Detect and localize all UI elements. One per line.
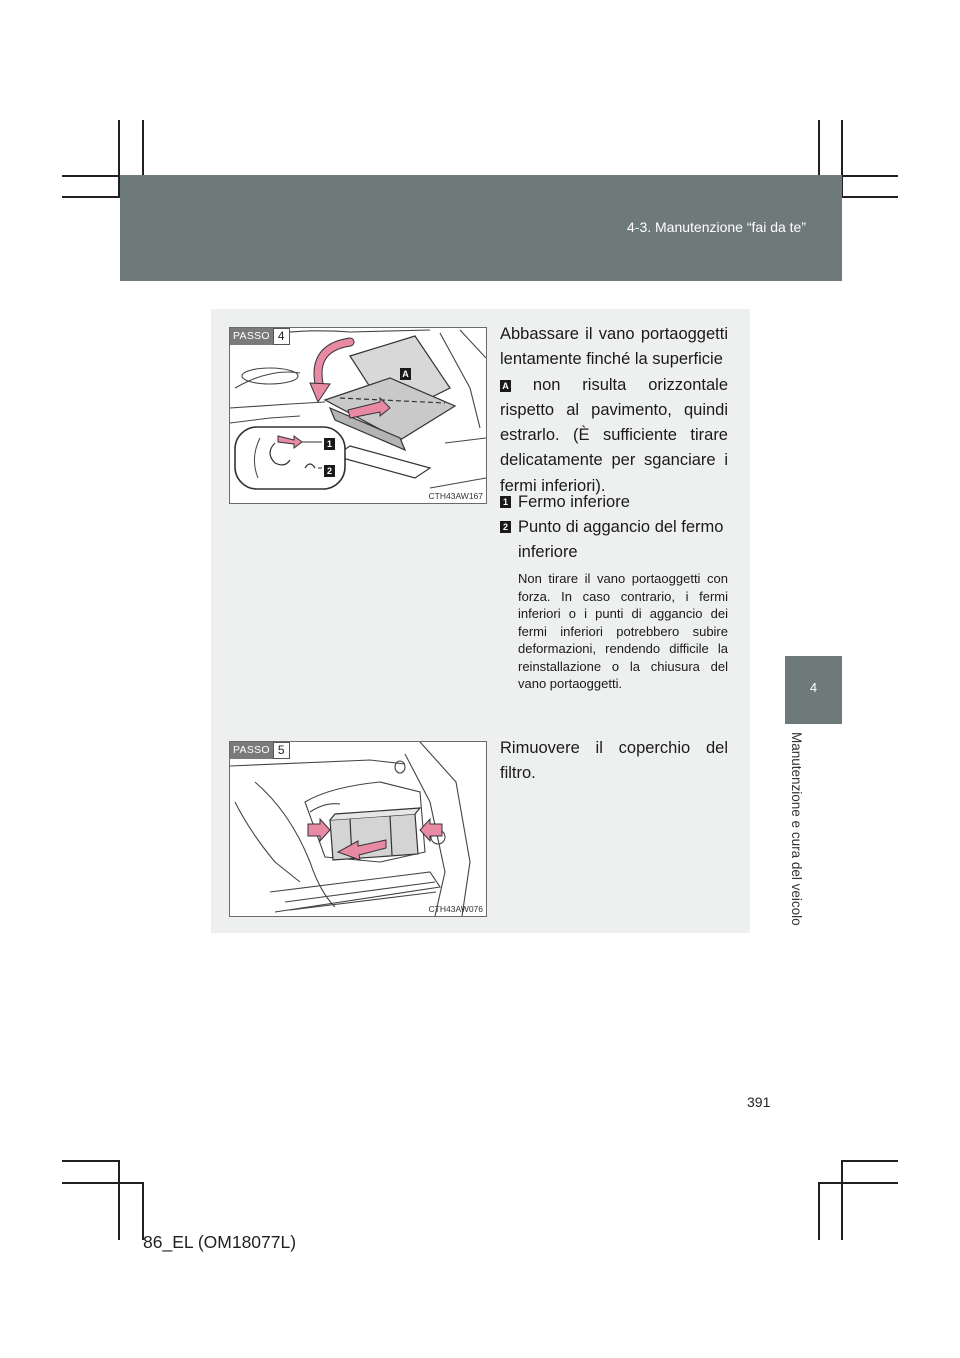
step-label: PASSO bbox=[230, 742, 273, 759]
document-code: 86_EL (OM18077L) bbox=[143, 1232, 297, 1252]
step4-badge bbox=[230, 328, 290, 345]
marker-A: A bbox=[400, 365, 411, 383]
page-header bbox=[120, 175, 842, 281]
marker-2-legend: 2 bbox=[500, 521, 511, 533]
step5-instruction: Rimuovere il coperchio del filtro. bbox=[500, 739, 728, 783]
caution-note: Non tirare il vano portaoggetti con forza. In caso contrario, i fermi inferiori o i punti di aggancio dei fermi inferiori potrebbero subire deformazioni, rendendo difficile la reinstallazione o la chiusura del vano portaoggetti. bbox=[518, 571, 728, 691]
step5-badge bbox=[230, 742, 290, 759]
figure-code: CTH43AW167 bbox=[428, 491, 483, 501]
list-item bbox=[500, 490, 730, 515]
chapter-number: 4 bbox=[809, 680, 818, 695]
section-title: 4-3. Manutenzione “fai da te” bbox=[627, 219, 806, 235]
marker-1: 1 bbox=[324, 435, 335, 453]
chapter-title-vertical bbox=[762, 732, 812, 942]
step5-figure bbox=[229, 741, 487, 917]
step4-instruction: Abbassare il vano portaoggetti lentamente finché la superficie A non risulta orizzontale rispetto al pavimento, quindi estrarlo. (È sufficiente tirare delicatamente per sganciare i fermi inferiori). bbox=[500, 325, 728, 495]
item-text: Punto di aggancio del fermo inferiore bbox=[518, 518, 724, 561]
item-text: Fermo inferiore bbox=[518, 493, 630, 511]
glove-box-illustration bbox=[230, 328, 486, 503]
step-number: 5 bbox=[273, 742, 290, 759]
chapter-tab bbox=[785, 656, 842, 724]
list-item bbox=[500, 515, 730, 565]
chapter-title: Manutenzione e cura del veicolo bbox=[789, 732, 804, 926]
page-number: 391 bbox=[747, 1094, 771, 1110]
step-number: 4 bbox=[273, 328, 290, 345]
marker-1-legend: 1 bbox=[500, 496, 511, 508]
step4-figure bbox=[229, 327, 487, 504]
marker-A-inline: A bbox=[500, 380, 511, 392]
marker-2: 2 bbox=[324, 462, 335, 480]
step-label: PASSO bbox=[230, 328, 273, 345]
figure-code: CTH43AW076 bbox=[428, 904, 483, 914]
filter-cover-illustration bbox=[230, 742, 486, 916]
